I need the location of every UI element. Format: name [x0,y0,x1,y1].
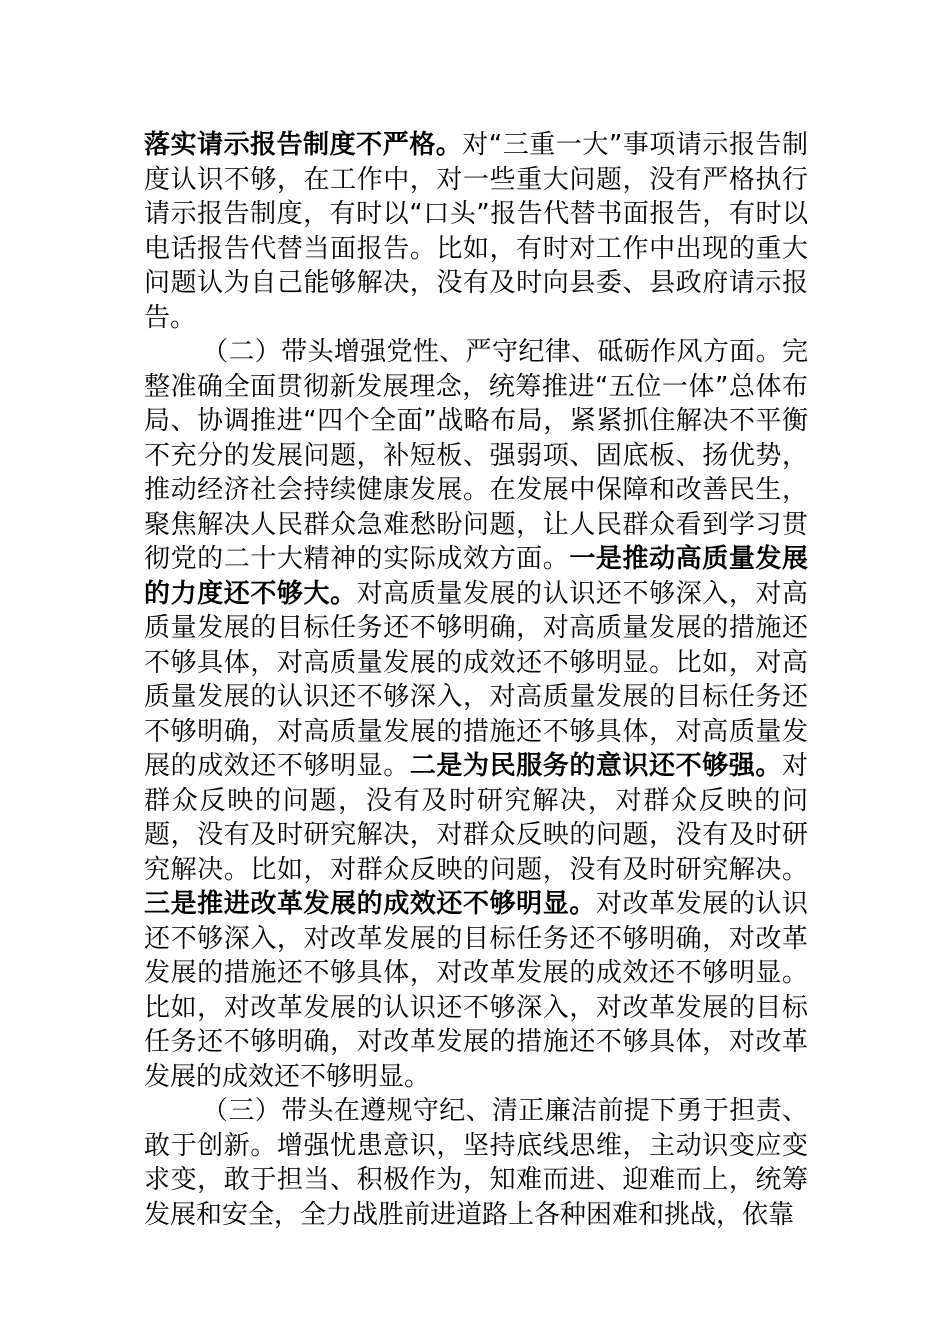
text-run: 对高质量发展的认识还不够深入，对高质量发展的目标任务还不够明确，对高质量发展的措施还不够具体，对高质量发展的成效还不够明显。比如，对高质量发展的认识还不够深入，对高质量发展的目标任务还不够明确，对高质量发展的措施还不够具体，对高质量发展的成效还不够明显。 [144,578,808,781]
paragraph-2 [144,335,808,1094]
bold-heading-run: 三是推进改革发展的成效还不够明显。 [144,889,596,919]
bold-heading-run: 落实请示报告制度不严格。 [144,130,463,160]
text-run: 对改革发展的认识还不够深入，对改革发展的目标任务还不够明确，对改革发展的措施还不够具体，对改革发展的成效还不够明显。比如，对改革发展的认识还不够深入，对改革发展的目标任务还不够明确，对改革发展的措施还不够具体，对改革发展的成效还不够明显。 [144,889,808,1092]
text-run: （三）带头在遵规守纪、清正廉洁前提下勇于担责、敢于创新。增强忧患意识，坚持底线思维，主动识变应变求变，敢于担当、积极作为，知难而进、迎难而上，统筹发展和安全，全力战胜前进道路上各种困难和挑战，依靠 [144,1096,808,1230]
document-body [144,128,808,1232]
bold-heading-run: 二是为民服务的意识还不够强。 [409,751,782,781]
text-run: 对群众反映的问题，没有及时研究解决，对群众反映的问题，没有及时研究解决，对群众反映的问题，没有及时研究解决。比如，对群众反映的问题，没有及时研究解决。 [144,751,808,885]
paragraph-1 [144,128,808,335]
text-run: 对“三重一大”事项请示报告制度认识不够，在工作中，对一些重大问题，没有严格执行请示报告制度，有时以“口头”报告代替书面报告，有时以电话报告代替当面报告。比如，有时对工作中出现的重大问题认为自己能够解决，没有及时向县委、县政府请示报告。 [144,130,808,333]
text-run: （二）带头增强党性、严守纪律、砥砺作风方面。完整准确全面贯彻新发展理念，统筹推进“五位一体”总体布局、协调推进“四个全面”战略布局，紧紧抓住解决不平衡不充分的发展问题，补短板、强弱项、固底板、扬优势，推动经济社会持续健康发展。在发展中保障和改善民生，聚焦解决人民群众急难愁盼问题，让人民群众看到学习贯彻党的二十大精神的实际成效方面。 [144,337,808,574]
bold-heading-run: 一是推动高质量发展的力度还不够大。 [144,544,808,609]
paragraph-3 [144,1094,808,1232]
